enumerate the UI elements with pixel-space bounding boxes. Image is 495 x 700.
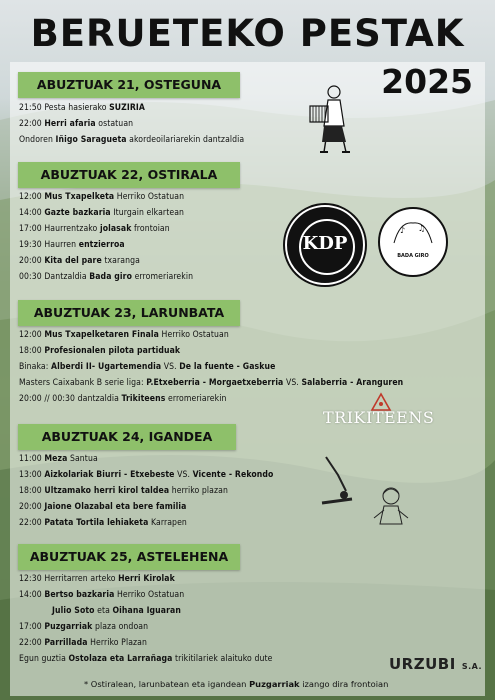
- event-line: 22:00 Herri afaria ostatuan: [19, 119, 134, 129]
- event-line: Masters Caixabank B serie liga: P.Etxeberria - Morgaetxeberria VS. Salaberria - Aranguren: [19, 378, 404, 388]
- event-line: 12:00 Mus Txapelketa Herriko Ostatuan: [19, 192, 185, 202]
- event-line: 22:00 Patata Tortila lehiaketa Karrapen: [19, 518, 187, 528]
- day-header-3: ABUZTUAK 23, LARUNBATA: [18, 300, 240, 326]
- urzubi-logo: URZUBI S.A.: [389, 655, 482, 673]
- girl-sketch-icon: [366, 484, 416, 532]
- kdp-logo-icon: KDP: [285, 205, 365, 285]
- event-line: 14:00 Gazte bazkaria Iturgain elkartean: [19, 208, 185, 218]
- hanging-figure-sketch-icon: [318, 455, 358, 507]
- day-header-5: ABUZTUAK 25, ASTELEHENA: [18, 544, 240, 570]
- event-line: 11:00 Meza Santua: [19, 454, 98, 464]
- event-line: 21:50 Pesta hasierako SUZIRIA: [19, 103, 145, 113]
- event-line: 18:00 Ultzamako herri kirol taldea herriko plazan: [19, 486, 229, 496]
- event-line: Julio Soto eta Oihana Iguaran: [52, 606, 181, 616]
- footer-note: * Ostiralean, larunbatean eta igandean Puzgarriak izango dira frontoian: [84, 679, 389, 689]
- event-line: 20:00 Kita del pare txaranga: [19, 256, 140, 266]
- day-header-4: ABUZTUAK 24, IGANDEA: [18, 424, 236, 450]
- svg-text:♫: ♫: [418, 224, 426, 233]
- event-line: 17:00 Puzgarriak plaza ondoan: [19, 622, 149, 632]
- day-header-2: ABUZTUAK 22, OSTIRALA: [18, 162, 240, 188]
- event-line: 14:00 Bertso bazkaria Herriko Ostatuan: [19, 590, 185, 600]
- event-line: 17:00 Haurrentzako jolasak frontoian: [19, 224, 170, 234]
- event-line: 22:00 Parrillada Herriko Plazan: [19, 638, 148, 648]
- event-line: 18:00 Profesionalen pilota partiduak: [19, 346, 181, 356]
- event-line: 19:30 Haurren entzierroa: [19, 240, 125, 250]
- poster-year: 2025: [381, 62, 473, 101]
- event-line: Binaka: Alberdi II- Ugartemendia VS. De la fuente - Gaskue: [19, 362, 276, 372]
- event-line: 00:30 Dantzaldia Bada giro erromeriarekin: [19, 272, 194, 282]
- event-line: 13:00 Aizkolariak Biurri - Etxebeste VS. Vicente - Rekondo: [19, 470, 274, 480]
- event-line: 20:00 // 00:30 dantzaldia Trikiteens erromeriarekin: [19, 394, 227, 404]
- event-line: 20:00 Jaione Olazabal eta bere familia: [19, 502, 187, 512]
- bada-giro-logo-icon: ♪ ♫ BADA GIRO: [378, 207, 448, 277]
- event-line: Ondoren Iñigo Saragueta akordeoilariarekin dantzaldia: [19, 135, 245, 145]
- poster-title: BERUETEKO PESTAK: [30, 12, 465, 55]
- svg-text:♪: ♪: [400, 226, 406, 235]
- trikiteens-logo: TRIKITEENS: [323, 408, 435, 427]
- accordion-player-sketch-icon: [302, 82, 362, 164]
- event-line: Egun guztia Ostolaza eta Larrañaga trikitilariek alaituko dute: [19, 654, 273, 664]
- event-line: 12:30 Herritarren arteko Herri Kirolak: [19, 574, 175, 584]
- day-header-1: ABUZTUAK 21, OSTEGUNA: [18, 72, 240, 98]
- event-line: 12:00 Mus Txapelketaren Finala Herriko Ostatuan: [19, 330, 229, 340]
